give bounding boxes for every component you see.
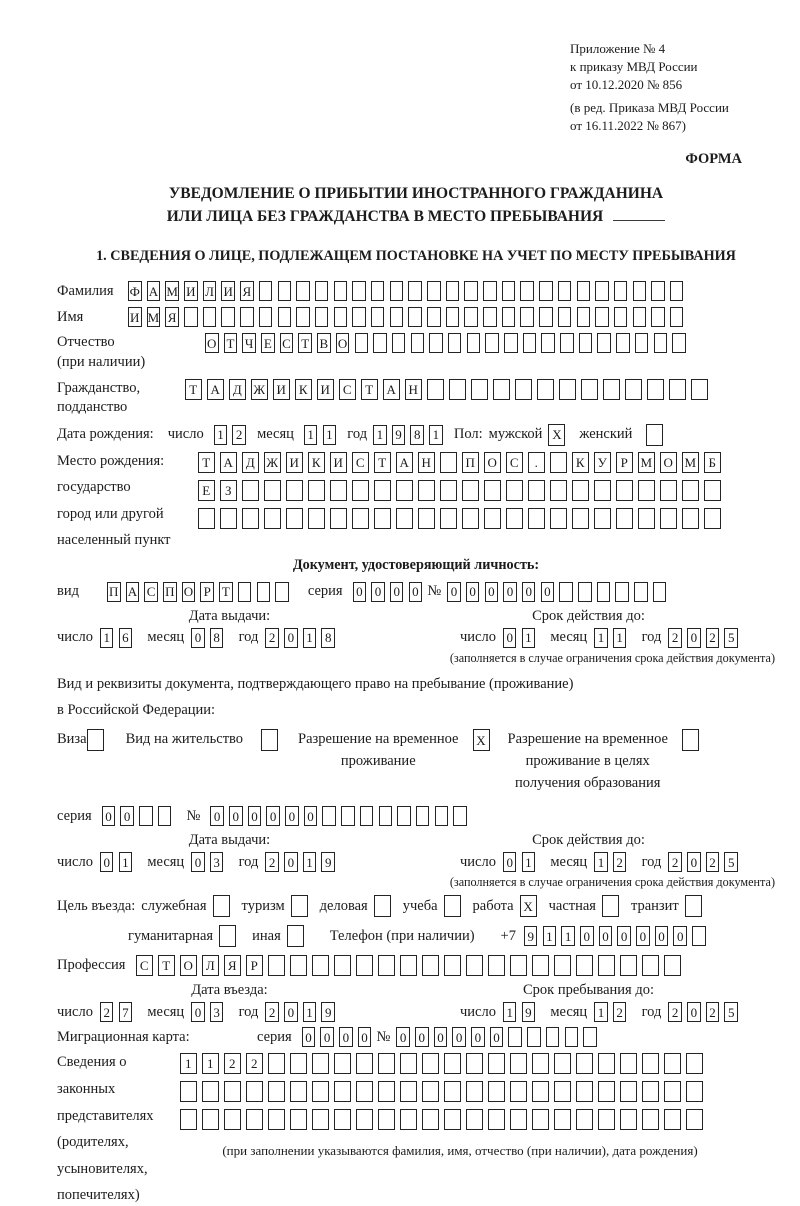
residence-doc-note: (заполняется в случае ограничения срока действия документа) — [449, 875, 775, 890]
residence-issue-date: число 0 1 месяц 0 3 год 2 0 1 9 — [57, 852, 402, 872]
visa-checkbox[interactable] — [87, 729, 104, 751]
representatives-row-2[interactable] — [180, 1081, 740, 1102]
edition-line: от 16.11.2022 № 867) — [570, 117, 687, 133]
purpose-option-label: работа — [472, 897, 514, 914]
purpose-humanitarian-checkbox[interactable] — [219, 925, 236, 947]
day-label: число — [167, 425, 204, 442]
residence-number-label: № — [186, 807, 201, 824]
residence-permit-label: Вид на жительство — [125, 731, 244, 748]
edu-permit-checkbox[interactable] — [682, 729, 699, 751]
identity-issue-year-boxes[interactable]: 2 0 1 8 — [265, 628, 340, 648]
field-profession — [57, 955, 775, 976]
phone-prefix: +7 — [500, 927, 516, 944]
field-residence-series — [57, 806, 775, 826]
residence-number-boxes[interactable]: 0 0 0 0 0 0 — [210, 806, 472, 826]
birth-day-boxes[interactable]: 1 2 — [214, 425, 251, 445]
field-representatives — [57, 1053, 775, 1205]
stay-month-boxes[interactable]: 1 2 — [594, 1002, 631, 1022]
citizenship-boxes[interactable]: Т А Д Ж И К И С Т А Н — [185, 379, 713, 400]
identity-expiry-year-boxes[interactable]: 2 0 2 5 — [668, 628, 743, 648]
field-doc-kind — [57, 582, 775, 602]
sex-female-checkbox[interactable] — [646, 424, 663, 446]
birth-place-row-3[interactable] — [198, 508, 726, 529]
representatives-row-1[interactable]: 1 1 2 2 — [180, 1053, 740, 1074]
identity-expiry-date: число 0 1 месяц 1 1 год 2 0 2 5 — [402, 628, 775, 648]
doc-number-boxes[interactable]: 0 0 0 0 0 0 — [447, 582, 671, 602]
sex-male-label: мужской — [488, 425, 543, 442]
year-label: год — [347, 425, 368, 442]
surname-boxes[interactable]: Ф А М И Л И Я — [128, 281, 689, 301]
stay-year-boxes[interactable]: 2 0 2 5 — [668, 1002, 743, 1022]
residence-expiry-year-boxes[interactable]: 2 0 2 5 — [668, 852, 743, 872]
blank-underline — [613, 207, 665, 221]
purpose-other-label: иная — [252, 927, 281, 944]
sex-female-label: женский — [579, 425, 633, 442]
entry-date: число 2 7 месяц 0 3 год 2 0 1 9 — [57, 1002, 402, 1022]
purpose-study-checkbox[interactable] — [444, 895, 461, 917]
citizenship-label: Гражданство, подданство — [57, 379, 185, 418]
expiry-date-heading: Срок действия до: — [532, 607, 645, 624]
edition-line: (в ред. Приказа МВД России — [570, 99, 729, 115]
form-label: ФОРМА — [685, 150, 742, 167]
temp-permit-label: Разрешение на временное проживание — [298, 731, 459, 769]
sex-male-checkbox[interactable]: X — [548, 424, 565, 446]
identity-expiry-month-boxes[interactable]: 1 1 — [594, 628, 631, 648]
residence-expiry-day-boxes[interactable]: 0 1 — [503, 852, 540, 872]
residence-series-label: серия — [57, 807, 92, 824]
identity-doc-dates — [57, 608, 775, 666]
doc-kind-label: вид — [57, 583, 79, 600]
name-label: Имя — [57, 308, 84, 325]
profession-boxes[interactable]: С Т О Л Я Р — [136, 955, 686, 976]
mc-number-boxes[interactable]: 0 0 0 0 0 0 — [396, 1027, 602, 1047]
edu-permit-label: Разрешение на временное проживание в целях получения образования — [507, 731, 668, 791]
purpose-option-label: деловая — [319, 897, 368, 914]
purpose-other-checkbox[interactable] — [287, 925, 304, 947]
section-1-heading: 1. СВЕДЕНИЯ О ЛИЦЕ, ПОДЛЕЖАЩЕМ ПОСТАНОВКЕ НА УЧЕТ ПО МЕСТУ ПРЕБЫВАНИЯ — [96, 248, 736, 265]
patronymic-sublabel: (при наличии) — [57, 354, 146, 370]
birth-place-row-2[interactable]: Е З — [198, 480, 726, 501]
birth-place-rows — [198, 452, 726, 536]
field-visit-purpose — [57, 895, 775, 917]
purpose-transit-checkbox[interactable] — [685, 895, 702, 917]
residence-issue-year-boxes[interactable]: 2 0 1 9 — [265, 852, 340, 872]
appendix-line: Приложение № 4 — [570, 41, 666, 56]
residence-permit-checkbox[interactable] — [261, 729, 278, 751]
purpose-official-checkbox[interactable] — [213, 895, 230, 917]
stay-day-boxes[interactable]: 1 9 — [503, 1002, 540, 1022]
mc-series-boxes[interactable]: 0 0 0 0 — [302, 1027, 377, 1047]
doc-kind-boxes[interactable]: П А С П О Р Т — [107, 582, 294, 602]
identity-issue-date: число 1 6 месяц 0 8 год 2 0 1 8 — [57, 628, 402, 648]
birth-date-label: Дата рождения: — [57, 425, 154, 442]
visa-label: Виза — [57, 731, 87, 748]
entry-month-boxes[interactable]: 0 3 — [191, 1002, 228, 1022]
residence-issue-month-boxes[interactable]: 0 3 — [191, 852, 228, 872]
birth-year-boxes[interactable]: 1 9 8 1 — [373, 425, 448, 445]
identity-issue-day-boxes[interactable]: 1 6 — [100, 628, 137, 648]
identity-expiry-day-boxes[interactable]: 0 1 — [503, 628, 540, 648]
purpose-option-label: учеба — [402, 897, 438, 914]
purpose-option-label: транзит — [630, 897, 679, 914]
residence-doc-types — [57, 729, 775, 794]
profession-label: Профессия — [57, 957, 126, 974]
residence-expiry-date: число 0 1 месяц 1 2 год 2 0 2 5 — [402, 852, 775, 872]
identity-doc-heading: Документ, удостоверяющий личность: — [292, 556, 540, 573]
appendix-line: к приказу МВД России — [570, 59, 698, 75]
field-birth-place — [57, 452, 775, 551]
entry-stay-dates — [57, 982, 775, 1022]
field-surname — [57, 281, 775, 301]
identity-doc-note: (заполняется в случае ограничения срока действия документа) — [449, 650, 775, 665]
field-citizenship — [57, 379, 775, 418]
residence-expiry-heading: Срок действия до: — [532, 832, 645, 849]
entry-day-boxes[interactable]: 2 7 — [100, 1002, 137, 1022]
entry-year-boxes[interactable]: 2 0 1 9 — [265, 1002, 340, 1022]
identity-issue-month-boxes[interactable]: 0 8 — [191, 628, 228, 648]
purpose-label: Цель въезда: — [57, 897, 136, 914]
entry-date-heading: Дата въезда: — [191, 982, 268, 999]
purpose-work-checkbox[interactable]: X — [520, 895, 537, 917]
stay-until-heading: Срок пребывания до: — [523, 982, 654, 999]
appendix-block — [570, 40, 765, 135]
birth-place-label: Место рождения: государство город или другой населенный пункт — [57, 452, 171, 549]
surname-label: Фамилия — [57, 282, 114, 299]
purpose-option-label: служебная — [141, 897, 207, 914]
month-label: месяц — [257, 425, 294, 442]
purpose-business-checkbox[interactable] — [374, 895, 391, 917]
representatives-rows — [180, 1053, 740, 1159]
temp-permit-checkbox[interactable]: X — [473, 729, 490, 751]
stay-until-date: число 1 9 месяц 1 2 год 2 0 2 5 — [402, 1002, 775, 1022]
birth-place-row-1[interactable]: Т А Д Ж И К И С Т А Н П О С . К У Р М О М Б — [198, 452, 726, 473]
field-name — [57, 307, 775, 327]
residence-doc-intro-1: Вид и реквизиты документа, подтверждающего право на пребывание (проживание) — [57, 675, 574, 692]
doc-series-label: серия — [307, 583, 343, 600]
residence-issue-day-boxes[interactable]: 0 1 — [100, 852, 137, 872]
issue-date-heading: Дата выдачи: — [188, 607, 271, 624]
doc-series-boxes[interactable]: 0 0 0 0 — [353, 582, 428, 602]
citizenship-sublabel: подданство — [57, 399, 128, 416]
patronymic-boxes[interactable]: О Т Ч Е С Т В О — [205, 333, 691, 353]
purpose-private-checkbox[interactable] — [602, 895, 619, 917]
representatives-row-3[interactable] — [180, 1109, 740, 1130]
birth-month-boxes[interactable]: 1 1 — [304, 425, 341, 445]
purpose-option-label: частная — [548, 897, 596, 914]
field-migration-card — [57, 1027, 775, 1047]
residence-issue-heading: Дата выдачи: — [188, 832, 271, 849]
field-visit-purpose-2 — [57, 925, 775, 947]
residence-expiry-month-boxes[interactable]: 1 2 — [594, 852, 631, 872]
patronymic-label: Отчество (при наличии) — [57, 333, 205, 372]
phone-label: Телефон (при наличии) — [329, 927, 475, 944]
phone-boxes[interactable]: 9 1 1 0 0 0 0 0 0 — [524, 926, 711, 946]
doc-number-label: № — [427, 583, 442, 600]
name-boxes[interactable]: И М Я — [128, 307, 689, 327]
mc-series-label: серия — [257, 1028, 292, 1045]
residence-series-boxes[interactable]: 0 0 — [102, 806, 177, 826]
purpose-tourism-checkbox[interactable] — [291, 895, 308, 917]
representatives-label: Сведения о законных представителях (родителях, усыновителях, попечителях) — [57, 1054, 154, 1204]
appendix-line: от 10.12.2020 № 856 — [570, 77, 683, 93]
title-line-1: УВЕДОМЛЕНИЕ О ПРИБЫТИИ ИНОСТРАННОГО ГРАЖДАНИНА — [168, 184, 664, 202]
migration-card-label: Миграционная карта: — [57, 1028, 190, 1045]
field-patronymic — [57, 333, 775, 372]
page-title — [57, 182, 775, 229]
purpose-option-label: туризм — [241, 897, 285, 914]
representatives-note: (при заполнении указываются фамилия, имя, отчество (при наличии), дата рождения) — [222, 1143, 698, 1159]
field-birth-date — [57, 424, 775, 446]
purpose-humanitarian-label: гуманитарная — [128, 927, 214, 944]
title-line-2: ИЛИ ЛИЦА БЕЗ ГРАЖДАНСТВА В МЕСТО ПРЕБЫВАНИЯ — [57, 205, 775, 228]
sex-label: Пол: — [453, 425, 483, 442]
mc-number-label: № — [376, 1028, 391, 1045]
residence-doc-dates — [57, 832, 775, 890]
residence-doc-intro-2: в Российской Федерации: — [57, 702, 216, 719]
